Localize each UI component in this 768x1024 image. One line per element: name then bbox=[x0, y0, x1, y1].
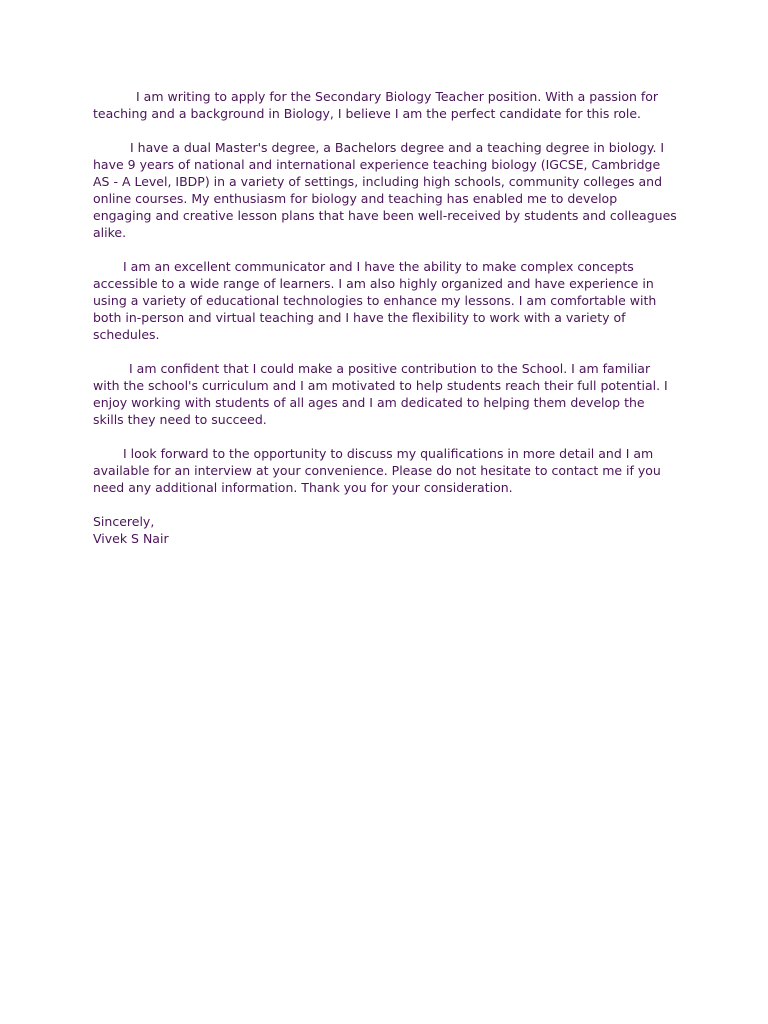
paragraph-closing-remarks: I look forward to the opportunity to discuss my qualifications in more detail and I am available for an interview at your convenience. Please do not hesitate to contact me if you need any additional information. Thank you for your consideration. bbox=[93, 446, 661, 495]
paragraph-qualifications: I have a dual Master's degree, a Bachelors degree and a teaching degree in biology. I have 9 years of national and international experience teaching biology (IGCSE, Cambridge AS - A Level, IBDP) in a variety of settings, including high schools, community colleges and online courses. My enthusiasm for biology and teaching has enabled me to develop engaging and creative lesson plans that have been well-received by students and colleagues alike. bbox=[93, 140, 677, 240]
paragraph-intro: I am writing to apply for the Secondary Biology Teacher position. With a passion for teaching and a background in Biology, I believe I am the perfect candidate for this role. bbox=[93, 89, 659, 121]
closing-salutation: Sincerely, bbox=[93, 514, 155, 529]
letter-body bbox=[93, 88, 678, 547]
paragraph-skills: I am an excellent communicator and I have the ability to make complex concepts accessible to a wide range of learners. I am also highly organized and have experience in using a variety of educational technologies to enhance my lessons. I am comfortable with both in-person and virtual teaching and I have the flexibility to work with a variety of schedules. bbox=[93, 259, 657, 342]
signature-name: Vivek S Nair bbox=[93, 531, 169, 546]
paragraph-contribution: I am confident that I could make a positive contribution to the School. I am familiar with the school's curriculum and I am motivated to help students reach their full potential. I enjoy working with students of all ages and I am dedicated to helping them develop the skills they need to succeed. bbox=[93, 361, 668, 427]
